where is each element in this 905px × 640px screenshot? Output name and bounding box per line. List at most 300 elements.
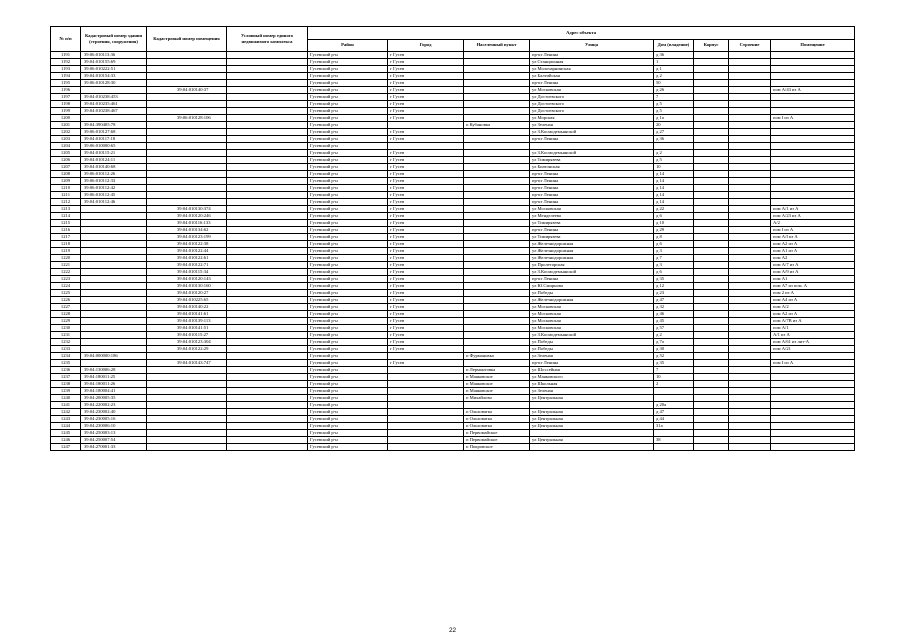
cell-room: пом А1 <box>771 276 855 283</box>
cell-street: ул Достоевского <box>530 108 654 115</box>
cell-settlement <box>464 360 530 367</box>
header-cond-number: Условный номер единого недвижимого комплекса <box>227 27 308 52</box>
cell-settlement: п Первомайское <box>464 430 530 437</box>
cell-room <box>771 199 855 206</box>
cell-room <box>771 430 855 437</box>
cell-cadastral-building-number <box>81 304 147 311</box>
cell-settlement <box>464 220 530 227</box>
cell-room: пом А2 из А <box>771 311 855 318</box>
cell-conditional-number <box>227 339 308 346</box>
cell-cadastral-room-number: 39:04:010141:61 <box>147 311 227 318</box>
cell-city <box>388 388 464 395</box>
cell-house: д 14 <box>654 178 694 185</box>
cell-street: ул Железнодорожная <box>530 248 654 255</box>
cell-city: г Гусев <box>388 66 464 73</box>
cell-district: Гусевский р-н <box>308 241 388 248</box>
cell-cadastral-room-number <box>147 101 227 108</box>
header-korpus: Корпус <box>694 39 729 52</box>
cell-district: Гусевский р-н <box>308 325 388 332</box>
cell-conditional-number <box>227 136 308 143</box>
cell-building <box>729 444 771 451</box>
cell-room <box>771 381 855 388</box>
cell-building <box>729 136 771 143</box>
cell-cadastral-building-number: 39:06:010000:65 <box>81 143 147 150</box>
cell-room <box>771 150 855 157</box>
table-body <box>51 52 855 451</box>
cell-settlement <box>464 80 530 87</box>
cell-house: д 27 <box>654 129 694 136</box>
cell-house: 50 <box>654 80 694 87</box>
table-row <box>51 353 855 360</box>
cell-house: д 22 <box>654 206 694 213</box>
cell-korpus <box>694 122 729 129</box>
cell-building <box>729 206 771 213</box>
cell-cadastral-building-number <box>81 290 147 297</box>
cell-cadastral-room-number <box>147 129 227 136</box>
cell-district: Гусевский р-н <box>308 290 388 297</box>
cell-city: г Гусев <box>388 164 464 171</box>
cell-row-number: 1226 <box>51 297 81 304</box>
table-row <box>51 150 855 157</box>
cell-building <box>729 346 771 353</box>
cell-room: пом А/9 из А <box>771 269 855 276</box>
cell-cadastral-building-number: 39:06:010222:51 <box>81 66 147 73</box>
cell-street <box>530 430 654 437</box>
cell-cadastral-building-number: 39:04:130006:28 <box>81 367 147 374</box>
cell-korpus <box>694 430 729 437</box>
cell-street: ул Биатонская <box>530 164 654 171</box>
cell-cadastral-building-number <box>81 346 147 353</box>
cell-district: Гусевский р-н <box>308 171 388 178</box>
cell-room <box>771 129 855 136</box>
cell-city: г Гусев <box>388 276 464 283</box>
cell-room: пом А4 из А <box>771 297 855 304</box>
cell-settlement <box>464 164 530 171</box>
cell-cadastral-room-number: 39:04:010115:34 <box>147 269 227 276</box>
cell-district: Гусевский р-н <box>308 178 388 185</box>
cell-row-number: 1194 <box>51 73 81 80</box>
cell-city <box>388 423 464 430</box>
cell-korpus <box>694 185 729 192</box>
cell-city: г Гусев <box>388 192 464 199</box>
cell-district: Гусевский р-н <box>308 192 388 199</box>
cell-district: Гусевский р-н <box>308 339 388 346</box>
table-row <box>51 122 855 129</box>
cell-street: ул Центральная <box>530 395 654 402</box>
cell-building <box>729 395 771 402</box>
cell-settlement <box>464 199 530 206</box>
cell-cadastral-room-number <box>147 423 227 430</box>
cell-korpus <box>694 283 729 290</box>
cell-conditional-number <box>227 332 308 339</box>
cell-cadastral-room-number <box>147 430 227 437</box>
cell-city <box>388 374 464 381</box>
table-row <box>51 171 855 178</box>
cell-street: ул Школьная <box>530 381 654 388</box>
cell-building <box>729 227 771 234</box>
cell-street: ул Центральная <box>530 423 654 430</box>
cell-cadastral-room-number <box>147 388 227 395</box>
table-row <box>51 87 855 94</box>
cell-cadastral-room-number: 39:04:010122:29 <box>147 346 227 353</box>
cell-row-number: 1213 <box>51 206 81 213</box>
cell-city: г Гусев <box>388 318 464 325</box>
cell-conditional-number <box>227 437 308 444</box>
cell-house: д 29 <box>654 227 694 234</box>
cell-row-number: 1196 <box>51 87 81 94</box>
cell-cadastral-building-number <box>81 248 147 255</box>
cell-room <box>771 192 855 199</box>
cell-cadastral-building-number <box>81 276 147 283</box>
cell-conditional-number <box>227 304 308 311</box>
cell-house: 10 <box>654 374 694 381</box>
cell-settlement <box>464 227 530 234</box>
cell-cadastral-building-number <box>81 325 147 332</box>
table-row <box>51 80 855 87</box>
cell-house: д 1 <box>654 66 694 73</box>
cell-cadastral-room-number: 39:04:010123:304 <box>147 339 227 346</box>
cell-district: Гусевский р-н <box>308 311 388 318</box>
cell-room <box>771 178 855 185</box>
cell-korpus <box>694 108 729 115</box>
cell-building <box>729 381 771 388</box>
cell-city: г Гусев <box>388 297 464 304</box>
cell-room: пом А/43 из А <box>771 87 855 94</box>
cell-building <box>729 276 771 283</box>
cell-settlement <box>464 297 530 304</box>
cell-cadastral-building-number: 39:04:010112:46 <box>81 199 147 206</box>
cell-cadastral-room-number: 39:04:010120:27 <box>147 290 227 297</box>
cell-cadastral-room-number: 39:04:010116:133 <box>147 220 227 227</box>
cell-street: ул Менделеева <box>530 213 654 220</box>
cell-settlement: п Первомайское <box>464 437 530 444</box>
cell-conditional-number <box>227 353 308 360</box>
cell-room <box>771 437 855 444</box>
cell-korpus <box>694 199 729 206</box>
cell-row-number: 1231 <box>51 332 81 339</box>
cell-house: д 2 <box>654 150 694 157</box>
cell-room <box>771 171 855 178</box>
cell-row-number: 1200 <box>51 115 81 122</box>
cell-city <box>388 353 464 360</box>
cell-row-number: 1192 <box>51 59 81 66</box>
cell-korpus <box>694 325 729 332</box>
table-row <box>51 402 855 409</box>
cell-cadastral-room-number: 39:04:010122:71 <box>147 262 227 269</box>
cell-district: Гусевский р-н <box>308 122 388 129</box>
cell-street: ул Зеленая <box>530 353 654 360</box>
cell-conditional-number <box>227 290 308 297</box>
cell-building <box>729 59 771 66</box>
table-row <box>51 101 855 108</box>
cell-korpus <box>694 241 729 248</box>
cell-cadastral-room-number <box>147 59 227 66</box>
cell-cadastral-building-number: 39:06:010112:42 <box>81 185 147 192</box>
table-row <box>51 381 855 388</box>
cell-cadastral-building-number <box>81 87 147 94</box>
cell-row-number: 1242 <box>51 409 81 416</box>
cell-settlement <box>464 262 530 269</box>
cell-cadastral-room-number: 39:04:010122:61 <box>147 255 227 262</box>
header-address: Адрес объекта <box>308 27 855 40</box>
cell-cadastral-building-number: 39:04:230002:40 <box>81 409 147 416</box>
cell-city: г Гусев <box>388 241 464 248</box>
cell-street: ул Пролетарская <box>530 262 654 269</box>
cell-street: пр-кт Ленина <box>530 185 654 192</box>
cell-city: г Гусев <box>388 73 464 80</box>
cell-district: Гусевский р-н <box>308 73 388 80</box>
cell-cadastral-building-number <box>81 269 147 276</box>
cell-conditional-number <box>227 73 308 80</box>
cell-street: ул Достоевского <box>530 94 654 101</box>
cell-district: Гусевский р-н <box>308 234 388 241</box>
cell-settlement <box>464 150 530 157</box>
cell-district: Гусевский р-н <box>308 129 388 136</box>
cell-house: д 57 <box>654 325 694 332</box>
cell-district: Гусевский р-н <box>308 164 388 171</box>
cell-korpus <box>694 311 729 318</box>
cell-cadastral-room-number <box>147 66 227 73</box>
cell-building <box>729 94 771 101</box>
cell-korpus <box>694 437 729 444</box>
cell-district: Гусевский р-н <box>308 444 388 451</box>
cell-district: Гусевский р-н <box>308 430 388 437</box>
table-row <box>51 297 855 304</box>
cell-street: ул З.Космодемьянской <box>530 150 654 157</box>
table-row <box>51 73 855 80</box>
cell-city <box>388 143 464 150</box>
cell-district: Гусевский р-н <box>308 346 388 353</box>
cell-building <box>729 52 771 59</box>
cell-cadastral-room-number <box>147 122 227 129</box>
header-street: Улица <box>530 39 654 52</box>
table-row <box>51 444 855 451</box>
cell-row-number: 1205 <box>51 150 81 157</box>
cell-cadastral-building-number: 39:04:250007:54 <box>81 437 147 444</box>
table-row <box>51 276 855 283</box>
cell-conditional-number <box>227 143 308 150</box>
cell-settlement <box>464 325 530 332</box>
cell-settlement <box>464 171 530 178</box>
cell-cadastral-room-number <box>147 402 227 409</box>
cell-house: д 7 <box>654 255 694 262</box>
table-row <box>51 227 855 234</box>
cell-building <box>729 143 771 150</box>
cell-cadastral-room-number <box>147 367 227 374</box>
cell-house: д 52 <box>654 353 694 360</box>
cell-house: д 3 <box>654 248 694 255</box>
cell-conditional-number <box>227 199 308 206</box>
cell-cadastral-room-number <box>147 185 227 192</box>
cell-row-number: 1207 <box>51 164 81 171</box>
cell-conditional-number <box>227 423 308 430</box>
cell-conditional-number <box>227 255 308 262</box>
cell-building <box>729 150 771 157</box>
cell-cadastral-room-number <box>147 381 227 388</box>
cell-row-number: 1210 <box>51 185 81 192</box>
cell-street: ул Зеленая <box>530 388 654 395</box>
cell-house: д 6 <box>654 241 694 248</box>
cell-row-number: 1204 <box>51 143 81 150</box>
cell-building <box>729 374 771 381</box>
cell-room: А/2 <box>771 220 855 227</box>
registry-sheet <box>50 26 854 451</box>
cell-house: д 32 <box>654 304 694 311</box>
cell-row-number: 1220 <box>51 255 81 262</box>
cell-city: г Гусев <box>388 220 464 227</box>
cell-korpus <box>694 206 729 213</box>
table-row <box>51 59 855 66</box>
cell-building <box>729 283 771 290</box>
cell-building <box>729 234 771 241</box>
cell-room <box>771 395 855 402</box>
cell-house: д 5 <box>654 101 694 108</box>
cell-conditional-number <box>227 311 308 318</box>
cell-row-number: 1235 <box>51 360 81 367</box>
cell-building <box>729 262 771 269</box>
cell-district: Гусевский р-н <box>308 185 388 192</box>
cell-city: г Гусев <box>388 255 464 262</box>
cell-room <box>771 416 855 423</box>
cell-row-number: 1223 <box>51 276 81 283</box>
cell-conditional-number <box>227 94 308 101</box>
cell-cadastral-room-number: 39:04:010140:37 <box>147 87 227 94</box>
cell-street: ул Тимирязева <box>530 220 654 227</box>
cell-building <box>729 318 771 325</box>
cell-row-number: 1203 <box>51 136 81 143</box>
cell-cadastral-room-number <box>147 80 227 87</box>
cell-conditional-number <box>227 297 308 304</box>
cell-settlement <box>464 402 530 409</box>
cell-korpus <box>694 248 729 255</box>
cell-korpus <box>694 101 729 108</box>
cell-street: пр-кт Ленина <box>530 192 654 199</box>
cell-district: Гусевский р-н <box>308 150 388 157</box>
cell-conditional-number <box>227 430 308 437</box>
cell-room <box>771 409 855 416</box>
cell-cadastral-building-number: 39:04:000000:186 <box>81 353 147 360</box>
cell-city <box>388 430 464 437</box>
cell-cadastral-building-number: 39:04:390405:78 <box>81 122 147 129</box>
cell-cadastral-room-number: 39:04:010225:65 <box>147 297 227 304</box>
cell-building <box>729 248 771 255</box>
cell-house: д 36 <box>654 136 694 143</box>
cell-settlement <box>464 157 530 164</box>
cell-street: пр-кт Ленина <box>530 136 654 143</box>
cell-street: ул Московская <box>530 304 654 311</box>
table-row <box>51 213 855 220</box>
cell-room <box>771 374 855 381</box>
table-row <box>51 311 855 318</box>
cell-street <box>530 402 654 409</box>
cell-house: д 46 <box>654 311 694 318</box>
cell-room <box>771 108 855 115</box>
cell-settlement <box>464 115 530 122</box>
cell-cadastral-building-number <box>81 262 147 269</box>
cell-street: ул Московская <box>530 325 654 332</box>
cell-district: Гусевский р-н <box>308 367 388 374</box>
cell-row-number: 1222 <box>51 269 81 276</box>
cell-district: Гусевский р-н <box>308 108 388 115</box>
cell-cadastral-room-number: 39:04:010134:62 <box>147 227 227 234</box>
cell-building <box>729 255 771 262</box>
cell-room: пом А/1 <box>771 325 855 332</box>
cell-row-number: 1191 <box>51 52 81 59</box>
cell-street: ул Балтийская <box>530 73 654 80</box>
cell-korpus <box>694 388 729 395</box>
cell-korpus <box>694 150 729 157</box>
cell-house: д 14 <box>654 171 694 178</box>
cell-street: ул Победы <box>530 346 654 353</box>
cell-city: г Гусев <box>388 311 464 318</box>
cell-cadastral-building-number <box>81 339 147 346</box>
cell-city: г Гусев <box>388 171 464 178</box>
cell-korpus <box>694 213 729 220</box>
cell-korpus <box>694 80 729 87</box>
cell-district: Гусевский р-н <box>308 374 388 381</box>
cell-korpus <box>694 402 729 409</box>
cell-cadastral-room-number: 39:04:010139:113 <box>147 318 227 325</box>
cell-korpus <box>694 346 729 353</box>
cell-district: Гусевский р-н <box>308 101 388 108</box>
cell-city: г Гусев <box>388 234 464 241</box>
cell-korpus <box>694 192 729 199</box>
cell-cadastral-building-number <box>81 213 147 220</box>
cell-settlement <box>464 87 530 94</box>
cell-room <box>771 73 855 80</box>
cell-conditional-number <box>227 80 308 87</box>
cell-room <box>771 143 855 150</box>
table-row <box>51 332 855 339</box>
cell-conditional-number <box>227 234 308 241</box>
cell-korpus <box>694 409 729 416</box>
cell-cadastral-room-number <box>147 150 227 157</box>
table-row <box>51 143 855 150</box>
cell-row-number: 1232 <box>51 339 81 346</box>
cell-room <box>771 80 855 87</box>
cell-cadastral-room-number <box>147 416 227 423</box>
cell-street: пр-кт Ленина <box>530 199 654 206</box>
cell-conditional-number <box>227 262 308 269</box>
cell-conditional-number <box>227 66 308 73</box>
cell-district: Гусевский р-н <box>308 318 388 325</box>
cell-korpus <box>694 269 729 276</box>
cell-korpus <box>694 276 729 283</box>
cell-building <box>729 115 771 122</box>
cell-settlement: п Ольховатка <box>464 423 530 430</box>
cell-row-number: 1208 <box>51 171 81 178</box>
cell-house: д 47 <box>654 409 694 416</box>
cell-district: Гусевский р-н <box>308 59 388 66</box>
cell-room: пом I из А <box>771 227 855 234</box>
cell-building <box>729 192 771 199</box>
cell-district: Гусевский р-н <box>308 304 388 311</box>
header-settlement: Населенный пункт <box>464 39 530 52</box>
cell-settlement <box>464 318 530 325</box>
cell-street: ул Победы <box>530 290 654 297</box>
cell-house <box>654 430 694 437</box>
header-city: Город <box>388 39 464 52</box>
cell-cadastral-building-number <box>81 360 147 367</box>
cell-cadastral-building-number <box>81 283 147 290</box>
table-row <box>51 346 855 353</box>
cell-cadastral-room-number: 39:04:010140:22 <box>147 304 227 311</box>
cell-cadastral-building-number: 39:04:180011:25 <box>81 374 147 381</box>
cell-row-number: 1244 <box>51 423 81 430</box>
cell-house: д 35 <box>654 276 694 283</box>
cell-house: д 2 <box>654 73 694 80</box>
cell-building <box>729 353 771 360</box>
